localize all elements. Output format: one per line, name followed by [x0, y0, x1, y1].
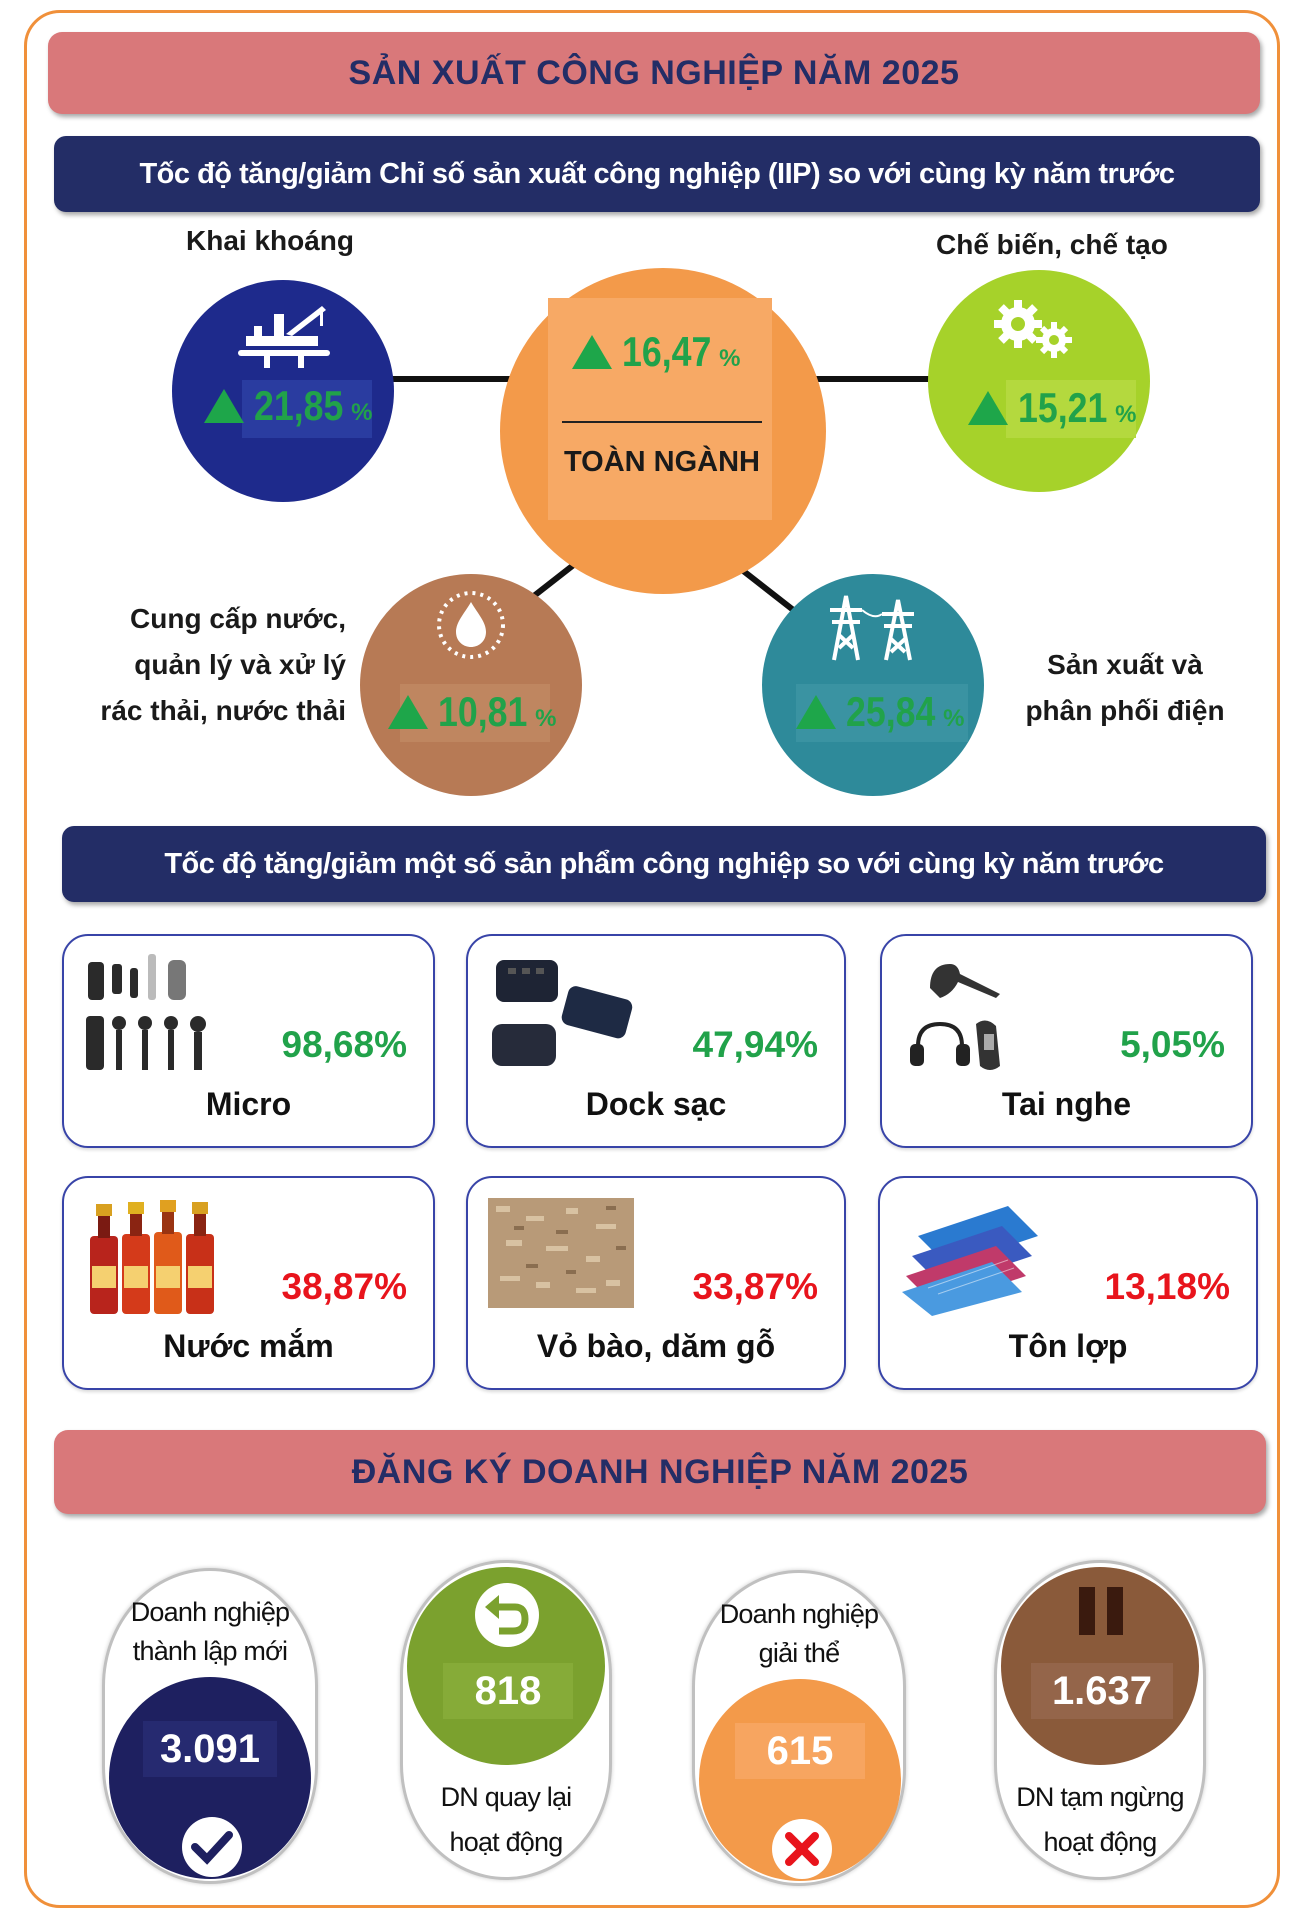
manufacturing-label: Chế biến, chế tạo: [936, 229, 1168, 260]
roofing-sheet-icon: [898, 1196, 1048, 1316]
returned-business-value: 818: [443, 1663, 573, 1719]
power-tower-icon: [822, 590, 922, 662]
return-arrow-icon: [469, 1577, 545, 1653]
product-card-wood-chips: [466, 1176, 846, 1390]
water-supply-value: 10,81 %: [388, 688, 556, 736]
electricity-value: 25,84 %: [796, 688, 964, 736]
oil-rig-icon: [234, 300, 334, 370]
dissolved-business-pill: Doanh nghiệp giải thể 615: [692, 1570, 906, 1886]
pause-icon: [1075, 1583, 1127, 1639]
product-name: Dock sạc: [585, 1086, 727, 1122]
product-value: 13,18%: [1104, 1266, 1230, 1307]
cross-icon: [757, 1809, 847, 1879]
checkmark-icon: [167, 1807, 257, 1877]
product-value: 38,87%: [281, 1266, 407, 1307]
product-value: 33,87%: [692, 1266, 818, 1307]
charging-dock-icon: [486, 954, 636, 1074]
product-name: Micro: [205, 1086, 292, 1122]
product-card-roofing: [878, 1176, 1258, 1390]
increase-icon: [572, 335, 612, 369]
product-card-headset: [880, 934, 1253, 1148]
connector-line: [810, 376, 940, 382]
product-card-fish-sauce: [62, 1176, 435, 1390]
new-business-value: 3.091: [143, 1721, 277, 1777]
page-title: SẢN XUẤT CÔNG NGHIỆP NĂM 2025: [48, 32, 1260, 114]
total-industry-label: TOÀN NGÀNH: [563, 446, 761, 478]
increase-icon: [968, 391, 1008, 425]
product-value: 47,94%: [692, 1024, 818, 1065]
product-name: Vỏ bào, dăm gỗ: [536, 1328, 776, 1364]
manufacturing-value: 15,21 %: [968, 384, 1136, 432]
fish-sauce-bottle-icon: [82, 1196, 232, 1316]
connector-line: [380, 376, 520, 382]
headset-icon: [900, 954, 1050, 1074]
mining-label: Khai khoáng: [186, 225, 355, 256]
increase-icon: [796, 695, 836, 729]
mining-value: 21,85 %: [204, 382, 372, 430]
product-name: Tôn lợp: [1008, 1328, 1128, 1364]
product-card-micro: [62, 934, 435, 1148]
registration-title: ĐĂNG KÝ DOANH NGHIỆP NĂM 2025: [54, 1430, 1266, 1514]
products-heading: Tốc độ tăng/giảm một số sản phẩm công nghiệp so với cùng kỳ năm trước: [62, 826, 1266, 902]
product-value: 98,68%: [281, 1024, 407, 1065]
product-value: 5,05%: [1120, 1024, 1225, 1065]
returned-business-pill: 818 DN quay lại hoạt động: [400, 1560, 612, 1880]
total-divider: [562, 421, 762, 423]
water-supply-label: Cung cấp nước, quản lý và xử lý rác thải, nước thải: [100, 603, 346, 726]
gears-icon: [990, 296, 1074, 362]
suspended-business-pill: 1.637 DN tạm ngừng hoạt động: [994, 1560, 1206, 1880]
increase-icon: [204, 389, 244, 423]
total-industry-value: 16,47 %: [572, 328, 740, 376]
suspended-business-value: 1.637: [1031, 1663, 1173, 1719]
wood-chips-icon: [486, 1196, 636, 1316]
product-card-dock: [466, 934, 846, 1148]
product-name: Tai nghe: [1001, 1086, 1132, 1122]
new-business-pill: Doanh nghiệp thành lập mới 3.091: [102, 1568, 318, 1884]
product-name: Nước mắm: [163, 1328, 334, 1364]
electricity-label: Sản xuất và phân phối điện: [1025, 649, 1225, 726]
dissolved-business-value: 615: [735, 1723, 865, 1779]
increase-icon: [388, 695, 428, 729]
iip-heading: Tốc độ tăng/giảm Chỉ số sản xuất công nghiệp (IIP) so với cùng kỳ năm trước: [54, 136, 1260, 212]
water-drop-icon: [432, 586, 510, 664]
microphone-icon: [82, 954, 232, 1074]
